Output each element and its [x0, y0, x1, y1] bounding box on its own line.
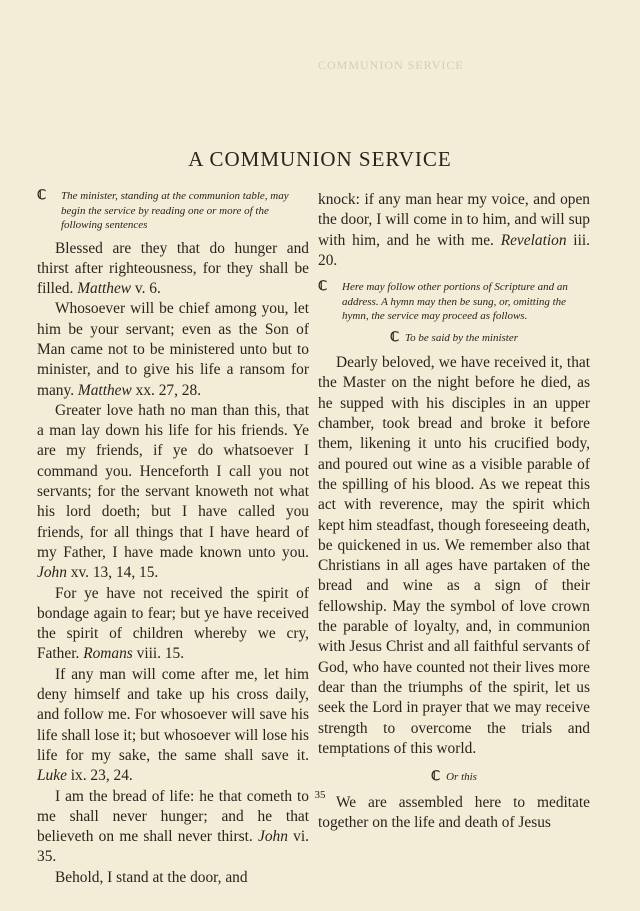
- scripture-sentence: Greater love hath no man than this, that a man lay down his life for his friends. Ye are my friends, if ye do whatsoever I command you. Henceforth I call you not servants; for the servant knoweth not what his lord doeth; but I have called you friends, for all things that I have heard of my Father, I have made known unto you. John xv. 13, 14, 15.: [37, 401, 309, 582]
- right-column: [318, 190, 590, 833]
- left-column: [37, 188, 309, 888]
- rubric-mark-icon: ℂ: [37, 187, 47, 202]
- communion-address: Dearly beloved, we have received it, that the Master on the night before he died, as he supped with his disciples in an upper chamber, took bread and broke it before them, likening it unto his crucified body, and poured out wine as a visible parable of the spilling of his blood. As we repeat this act with reverence, may the spirit which kept him steadfast, though foreseeing death, be quickened in us. We remember also that Christians in all ages have partaken of the bread and wine as a sign of their fellowship. May the symbol of love crown the parable of loyalty, and, in communion with Jesus Christ and all faithful servants of God, who have counted not their lives more dear than the triumphs of the spirit, let us seek the Lord in prayer that we may receive strength to overcome the trials and temptations of this world.: [318, 354, 590, 757]
- page-number: 35: [314, 789, 326, 801]
- scripture-sentence-start: Behold, I stand at the door, and: [55, 868, 248, 886]
- scripture-sentence: I am the bread of life: he that cometh to me shall never hunger; and he that believeth on me shall never thirst. John vi. 35.: [37, 787, 309, 866]
- page-title: A COMMUNION SERVICE: [188, 147, 452, 171]
- alternative-address: We are assembled here to meditate together on the life and death of Jesus: [318, 793, 590, 831]
- scripture-sentence: Blessed are they that do hunger and thirst after righteousness, for they shall be filled. Matthew v. 6.: [37, 239, 309, 298]
- rubric-mark-icon: ℂ: [318, 278, 328, 294]
- scripture-sentence: For ye have not received the spirit of bondage again to fear; but ye have received the spirit of children whereby we cry, Father. Romans viii. 15.: [37, 584, 309, 663]
- address-rubric: ℂ Here may follow other portions of Scripture and an address. A hymn may then be sung, or, omitting the hymn, the service may proceed as follows.: [318, 278, 568, 323]
- rubric-mark-icon: ℂ: [389, 328, 400, 344]
- opening-rubric: ℂ The minister, standing at the communion table, may begin the service by reading one or more of the following sentences: [37, 187, 289, 231]
- alternative-rubric: ℂ Or this: [431, 768, 477, 784]
- scripture-continuation: knock: if any man hear my voice, and open the door, I will come in to him, and will sup with him, and he with me. Revelation iii. 20.: [318, 191, 590, 269]
- scripture-sentence: Whosoever will be chief among you, let him be your servant; even as the Son of Man came not to be ministered unto but to minister, and to give his life a ransom for many. Matthew xx. 27, 28.: [37, 300, 309, 399]
- scripture-sentence: If any man will come after me, let him deny himself and take up his cross daily, and follow me. For whosoever will save his life shall lose it; but whosoever will lose his life for my sake, the same shall save it. Luke ix. 23, 24.: [37, 665, 309, 785]
- minister-rubric: ℂ To be said by the minister: [389, 328, 519, 344]
- rubric-mark-icon: ℂ: [431, 768, 441, 784]
- bleed-through-header: COMMUNION SERVICE: [318, 58, 464, 72]
